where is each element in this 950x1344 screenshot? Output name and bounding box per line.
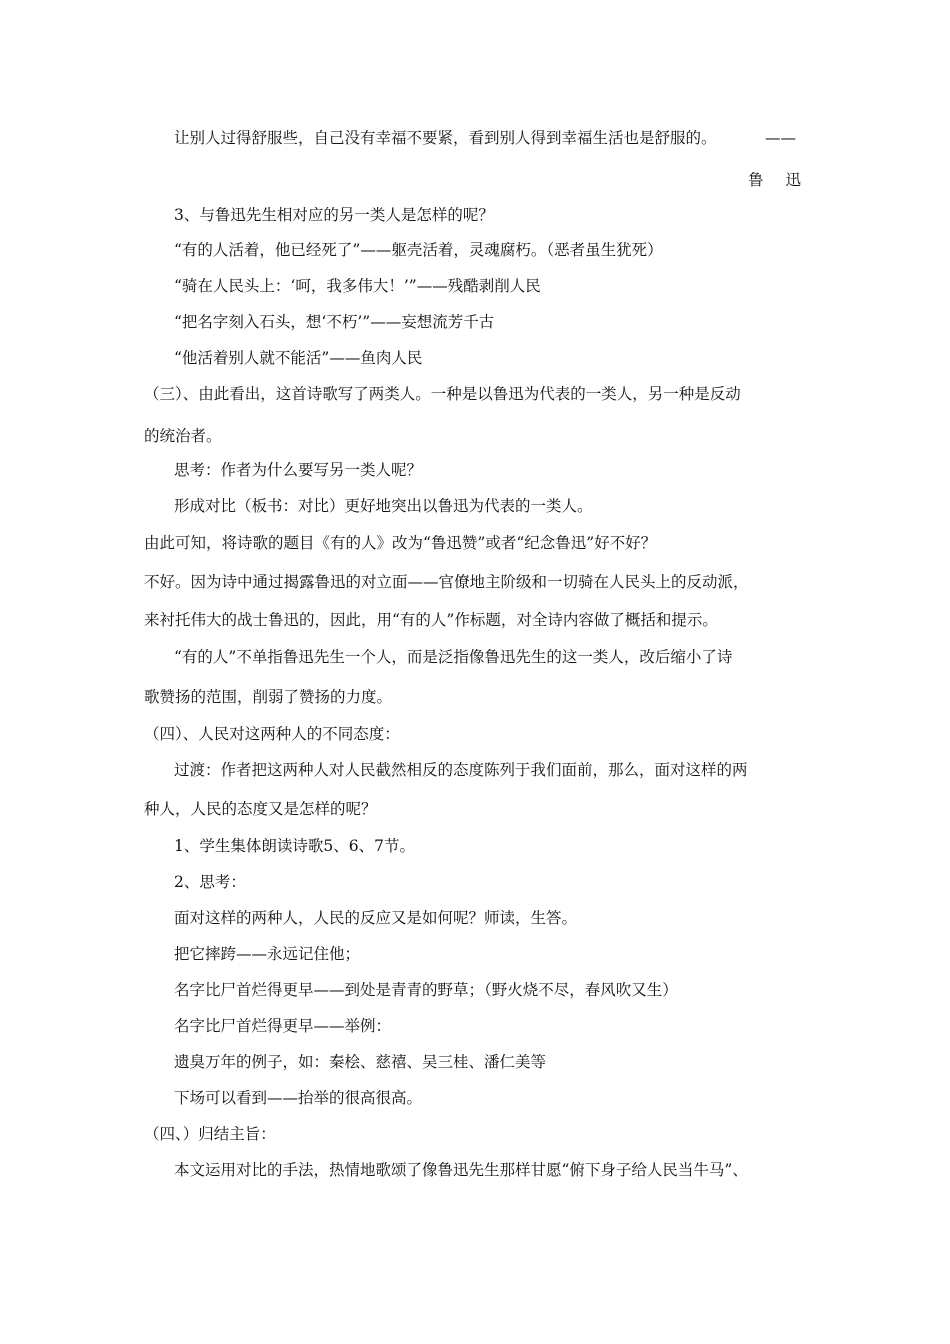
- paragraph-line: 来衬托伟大的战士鲁迅的，因此，用“有的人”作标题，对全诗内容做了概括和提示。: [144, 611, 718, 629]
- paragraph-line: 1、学生集体朗读诗歌5、6、7节。: [174, 837, 415, 855]
- signature: 鲁迅: [748, 171, 824, 189]
- paragraph-line: 种人，人民的态度又是怎样的呢？: [144, 800, 377, 818]
- paragraph-line: 思考：作者为什么要写另一类人呢？: [174, 461, 423, 479]
- paragraph-line: “骑在人民头上：‘呵，我多伟大！’”——残酷剥削人民: [174, 277, 541, 295]
- paragraph-line: 由此可知，将诗歌的题目《有的人》改为“鲁迅赞”或者“纪念鲁迅”好不好？: [144, 534, 657, 552]
- section-heading-four: （四）、人民对这两种人的不同态度：: [144, 725, 400, 743]
- quote-dash: ——: [765, 129, 796, 147]
- paragraph-line: 下场可以看到——抬举的很高很高。: [174, 1089, 423, 1107]
- paragraph-line: 的统治者。: [144, 427, 222, 445]
- paragraph-line: 名字比尸首烂得更早——举例：: [174, 1017, 392, 1035]
- paragraph-line: 歌赞扬的范围，削弱了赞扬的力度。: [144, 688, 393, 706]
- paragraph-line: “有的人”不单指鲁迅先生一个人，而是泛指像鲁迅先生的这一类人，改后缩小了诗: [174, 648, 733, 666]
- paragraph-line: 2、思考：: [174, 873, 246, 891]
- paragraph-line: 3、与鲁迅先生相对应的另一类人是怎样的呢？: [174, 206, 494, 224]
- section-heading-summary: （四、）归结主旨：: [144, 1125, 276, 1143]
- paragraph-line: 名字比尸首烂得更早——到处是青青的野草；（野火烧不尽，春风吹又生）: [174, 981, 678, 999]
- paragraph-line: 形成对比（板书：对比）更好地突出以鲁迅为代表的一类人。: [174, 497, 593, 515]
- paragraph-line: “有的人活着，他已经死了”——躯壳活着，灵魂腐朽。（恶者虽生犹死）: [174, 241, 663, 259]
- paragraph-line: 过渡：作者把这两种人对人民截然相反的态度陈列于我们面前，那么，面对这样的两: [174, 761, 748, 779]
- paragraph-line: 把它摔跨——永远记住他；: [174, 945, 361, 963]
- paragraph-line: 本文运用对比的手法，热情地歌颂了像鲁迅先生那样甘愿“俯下身子给人民当牛马”、: [174, 1161, 748, 1179]
- quote-text-line: 让别人过得舒服些，自己没有幸福不要紧，看到别人得到幸福生活也是舒服的。: [174, 129, 717, 147]
- section-heading-three: （三）、由此看出，这首诗歌写了两类人。一种是以鲁迅为代表的一类人，另一种是反动: [144, 385, 741, 403]
- paragraph-line: 遗臭万年的例子，如：秦桧、慈禧、吴三桂、潘仁美等: [174, 1053, 547, 1071]
- paragraph-line: “他活着别人就不能活”——鱼肉人民: [174, 349, 423, 367]
- paragraph-line: 面对这样的两种人，人民的反应又是如何呢？师读，生答。: [174, 909, 578, 927]
- paragraph-line: 不好。因为诗中通过揭露鲁迅的对立面——官僚地主阶级和一切骑在人民头上的反动派，: [144, 573, 749, 591]
- paragraph-line: “把名字刻入石头，想‘不朽’”——妄想流芳千古: [174, 313, 495, 331]
